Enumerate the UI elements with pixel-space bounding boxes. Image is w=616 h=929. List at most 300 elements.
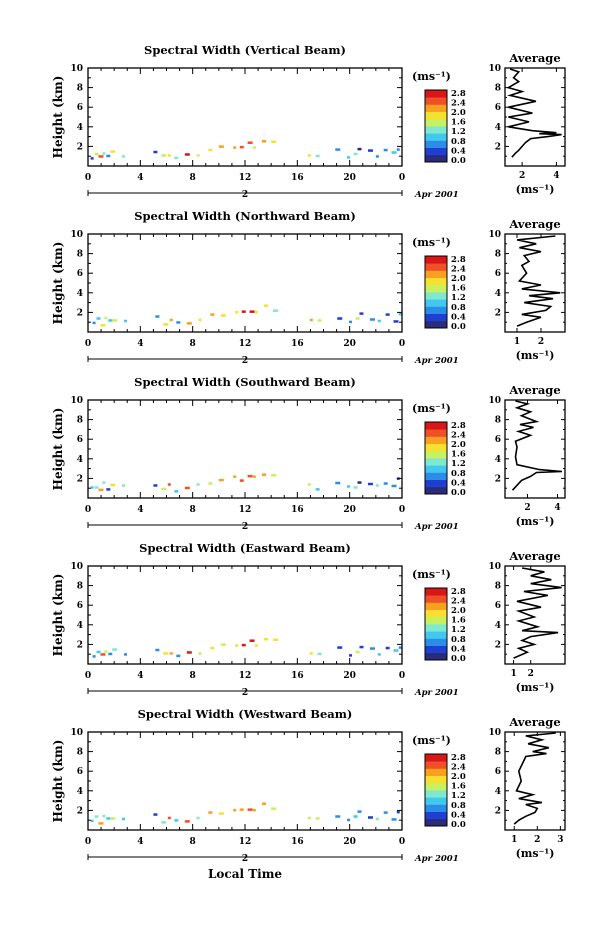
colorbar-swatch	[425, 451, 447, 459]
echo-cell	[384, 149, 388, 152]
echo-cell	[219, 812, 224, 815]
avg-unit: (ms⁻¹)	[515, 515, 555, 528]
echo-cell	[122, 818, 125, 821]
x-axis-label: Local Time	[207, 867, 283, 881]
echo-cell	[168, 154, 171, 157]
colorbar-label: 2.0	[451, 108, 466, 118]
x-tick-label: 4	[137, 339, 144, 349]
date-label: Apr 2001	[415, 854, 459, 864]
colorbar-swatch	[425, 472, 447, 480]
echo-cell	[242, 310, 246, 313]
echo-cell	[102, 481, 105, 484]
echo-cell	[208, 149, 212, 152]
avg-y-tick-label: 4	[494, 454, 501, 465]
echo-cell	[210, 647, 214, 650]
echo-cell	[397, 148, 400, 151]
echo-cell	[393, 320, 398, 323]
echo-cell	[308, 483, 311, 486]
avg-y-tick-label: 6	[494, 767, 501, 778]
echo-cell	[253, 809, 256, 812]
colorbar-label: 0.4	[451, 644, 466, 655]
echo-cell	[358, 148, 362, 151]
echo-cell	[170, 319, 173, 322]
colorbar-swatch	[425, 646, 447, 654]
echo-cell	[221, 314, 226, 317]
colorbar-label: 2.4	[451, 98, 466, 109]
colorbar-swatch	[425, 790, 447, 798]
echo-cell	[370, 318, 375, 321]
echo-cell	[378, 653, 381, 656]
avg-x-tick-label: 1	[513, 337, 521, 347]
y-tick-label: 6	[76, 269, 83, 280]
echo-cell	[174, 490, 178, 493]
x-tick-label: 8	[189, 671, 196, 681]
colorbar-swatch	[425, 588, 447, 596]
colorbar-swatch	[425, 761, 447, 769]
colorbar-swatch	[425, 422, 447, 430]
colorbar-label: 0.8	[451, 136, 466, 147]
echo-cell	[384, 482, 388, 485]
echo-cell	[335, 815, 340, 818]
echo-cell	[253, 475, 256, 478]
x-tick-label: 20	[343, 671, 356, 681]
y-tick-label: 8	[76, 415, 83, 426]
echo-cell	[255, 311, 258, 314]
avg-y-tick-label: 6	[494, 269, 501, 280]
echo-cell	[264, 305, 268, 308]
y-tick-label: 10	[70, 562, 83, 572]
avg-profile-line	[517, 236, 560, 326]
echo-cell	[393, 649, 398, 652]
colorbar-label: 1.6	[451, 283, 466, 294]
colorbar-unit: (ms⁻¹)	[412, 402, 451, 415]
x-tick-label: 0	[84, 505, 92, 515]
colorbar-label: 2.4	[451, 596, 466, 607]
x-tick-label: 0	[84, 837, 92, 847]
colorbar-label: 2.0	[451, 772, 466, 782]
colorbar-swatch	[425, 429, 447, 437]
echo-cell	[359, 646, 363, 649]
colorbar-swatch	[425, 638, 447, 646]
day-label: 2	[241, 688, 249, 698]
echo-cell	[335, 482, 340, 485]
date-label: Apr 2001	[415, 190, 459, 200]
x-tick-label: 12	[238, 505, 252, 515]
colorbar-label: 2.4	[451, 264, 466, 275]
colorbar-swatch	[425, 480, 447, 488]
colorbar-swatch	[425, 653, 447, 661]
echo-cell	[174, 819, 178, 822]
colorbar-swatch	[425, 299, 447, 307]
colorbar-label: 1.2	[451, 791, 466, 802]
avg-y-tick-label: 6	[494, 435, 501, 446]
colorbar-unit: (ms⁻¹)	[412, 70, 451, 83]
colorbar-label: 2.0	[451, 440, 466, 450]
avg-y-tick-label: 10	[488, 230, 501, 240]
avg-y-tick-label: 4	[494, 786, 501, 797]
echo-cell	[176, 655, 180, 658]
colorbar-unit: (ms⁻¹)	[412, 236, 451, 249]
panel-0	[51, 43, 565, 200]
colorbar-label: 0.0	[451, 156, 466, 166]
echo-cell	[337, 646, 342, 649]
echo-cell	[384, 811, 388, 814]
colorbar-swatch	[425, 617, 447, 625]
echo-cell	[112, 648, 117, 651]
echo-cell	[91, 486, 94, 489]
x-tick-label: 8	[189, 173, 196, 183]
echo-cell	[106, 155, 110, 158]
echo-cell	[197, 817, 200, 820]
echo-cell	[358, 481, 362, 484]
echo-cell	[170, 652, 173, 655]
echo-cell	[122, 484, 125, 487]
echo-cell	[219, 479, 224, 482]
x-tick-label: 0	[84, 671, 92, 681]
echo-cell	[349, 321, 352, 324]
echo-cell	[248, 141, 253, 144]
avg-y-tick-label: 4	[494, 620, 501, 631]
echo-cell	[104, 650, 107, 653]
x-tick-label: 16	[291, 671, 304, 681]
colorbar-swatch	[425, 321, 447, 329]
avg-x-tick-label: 2	[537, 337, 545, 347]
echo-cell	[98, 155, 103, 158]
avg-profile-line	[508, 69, 561, 157]
x-tick-label: 0	[398, 837, 406, 847]
panel-4	[51, 707, 565, 864]
colorbar-swatch	[425, 819, 447, 827]
echo-cell	[316, 817, 320, 820]
echo-cell	[185, 487, 190, 490]
echo-cell	[221, 643, 226, 646]
avg-y-tick-label: 2	[494, 474, 501, 485]
day-label: 2	[241, 190, 249, 200]
echo-cell	[235, 644, 238, 647]
echo-cell	[219, 145, 224, 148]
y-tick-label: 8	[76, 747, 83, 758]
echo-cell	[310, 319, 313, 322]
avg-x-tick-label: 2	[534, 835, 541, 845]
echo-cell	[163, 652, 168, 655]
echo-cell	[250, 310, 255, 313]
x-tick-label: 4	[137, 173, 144, 183]
colorbar-label: 0.8	[451, 800, 466, 811]
echo-cell	[376, 818, 379, 821]
main-plot-frame	[88, 234, 402, 332]
avg-y-tick-label: 4	[494, 288, 501, 299]
echo-cell	[316, 488, 320, 491]
x-tick-label: 8	[189, 837, 196, 847]
echo-cell	[233, 146, 236, 149]
colorbar-swatch	[425, 631, 447, 639]
echo-cell	[98, 489, 103, 492]
colorbar-swatch	[425, 436, 447, 444]
colorbar-label: 0.8	[451, 468, 466, 479]
avg-plot-frame	[505, 234, 565, 332]
colorbar-unit: (ms⁻¹)	[412, 568, 451, 581]
echo-cell	[208, 811, 212, 814]
avg-title: Average	[509, 383, 561, 397]
x-tick-label: 0	[398, 173, 406, 183]
echo-cell	[337, 317, 342, 320]
y-axis-label: Height (km)	[51, 75, 65, 159]
colorbar-label: 0.4	[451, 312, 466, 323]
echo-cell	[108, 319, 112, 322]
echo-cell	[106, 817, 110, 820]
echo-cell	[376, 155, 379, 158]
avg-x-tick-label: 2	[519, 171, 526, 181]
x-tick-label: 0	[398, 339, 406, 349]
colorbar-swatch	[425, 602, 447, 610]
avg-x-tick-label: 2	[524, 503, 531, 513]
colorbar-swatch	[425, 292, 447, 300]
echo-cell	[378, 320, 381, 323]
echo-cell	[248, 808, 253, 811]
colorbar-swatch	[425, 610, 447, 618]
echo-cell	[124, 653, 127, 656]
echo-cell	[102, 152, 105, 155]
echo-cell	[240, 479, 244, 482]
avg-plot-frame	[505, 566, 565, 664]
avg-title: Average	[509, 549, 561, 563]
echo-cell	[308, 817, 311, 820]
colorbar-label: 2.0	[451, 274, 466, 284]
colorbar-swatch	[425, 133, 447, 141]
avg-unit: (ms⁻¹)	[515, 183, 555, 196]
avg-profile-line	[514, 568, 562, 658]
avg-profile-line	[514, 733, 556, 824]
echo-cell	[95, 815, 99, 818]
x-tick-label: 0	[398, 505, 406, 515]
y-tick-label: 10	[70, 728, 83, 738]
colorbar-label: 1.2	[451, 293, 466, 304]
echo-cell	[354, 153, 358, 156]
echo-cell	[168, 483, 171, 486]
day-label: 2	[241, 356, 249, 366]
echo-cell	[104, 317, 107, 320]
avg-title: Average	[509, 715, 561, 729]
panel-title: Spectral Width (Southward Beam)	[134, 375, 356, 389]
panel-title: Spectral Width (Northward Beam)	[134, 209, 356, 223]
avg-y-tick-label: 6	[494, 103, 501, 114]
echo-cell	[161, 821, 166, 824]
echo-cell	[95, 486, 99, 489]
date-label: Apr 2001	[415, 522, 459, 532]
x-tick-label: 16	[291, 339, 304, 349]
colorbar-label: 1.6	[451, 615, 466, 626]
colorbar-swatch	[425, 270, 447, 278]
panel-1	[51, 209, 565, 366]
echo-cell	[197, 483, 200, 486]
echo-cell	[110, 817, 115, 820]
echo-cell	[347, 819, 350, 822]
colorbar-swatch	[425, 90, 447, 98]
echo-cell	[168, 817, 171, 820]
y-tick-label: 8	[76, 581, 83, 592]
x-tick-label: 4	[137, 837, 144, 847]
echo-cell	[248, 475, 253, 478]
echo-cell	[370, 647, 375, 650]
colorbar-swatch	[425, 465, 447, 473]
y-tick-label: 8	[76, 83, 83, 94]
panel-title: Spectral Width (Vertical Beam)	[144, 43, 346, 57]
echo-cell	[399, 313, 402, 316]
colorbar-label: 0.4	[451, 146, 466, 157]
avg-y-tick-label: 2	[494, 640, 501, 651]
avg-plot-frame	[505, 68, 565, 166]
avg-x-tick-label: 2	[527, 669, 534, 679]
y-tick-label: 6	[76, 435, 83, 446]
avg-y-tick-label: 10	[488, 396, 501, 406]
x-tick-label: 16	[291, 173, 304, 183]
echo-cell	[155, 649, 159, 652]
x-tick-label: 0	[84, 339, 92, 349]
colorbar-label: 0.0	[451, 654, 466, 664]
avg-unit: (ms⁻¹)	[515, 847, 555, 860]
colorbar-swatch	[425, 444, 447, 452]
echo-cell	[199, 652, 202, 655]
colorbar-label: 2.8	[451, 586, 466, 597]
echo-cell	[262, 803, 266, 806]
echo-cell	[187, 651, 192, 654]
colorbar-label: 2.8	[451, 88, 466, 99]
x-tick-label: 4	[137, 505, 144, 515]
echo-cell	[208, 482, 212, 485]
echo-cell	[386, 313, 390, 316]
colorbar-label: 2.8	[451, 420, 466, 431]
avg-x-tick-label: 1	[511, 835, 518, 845]
colorbar-swatch	[425, 812, 447, 820]
avg-y-tick-label: 8	[494, 747, 501, 758]
avg-y-tick-label: 10	[488, 64, 501, 74]
colorbar-label: 2.8	[451, 752, 466, 763]
echo-cell	[354, 815, 358, 818]
echo-cell	[210, 313, 214, 316]
colorbar-swatch	[425, 776, 447, 784]
avg-y-tick-label: 2	[494, 142, 501, 153]
echo-cell	[386, 647, 390, 650]
echo-cell	[262, 140, 266, 143]
panel-title: Spectral Width (Westward Beam)	[137, 707, 353, 721]
colorbar-swatch	[425, 768, 447, 776]
avg-x-tick-label: 4	[554, 503, 561, 513]
y-axis-label: Height (km)	[51, 407, 65, 491]
echo-cell	[264, 638, 268, 641]
x-tick-label: 20	[343, 505, 356, 515]
avg-y-tick-label: 8	[494, 249, 501, 260]
echo-cell	[235, 311, 238, 314]
colorbar-swatch	[425, 487, 447, 495]
x-tick-label: 12	[238, 173, 252, 183]
colorbar-label: 1.2	[451, 625, 466, 636]
echo-cell	[91, 820, 94, 823]
echo-cell	[110, 484, 115, 487]
echo-cell	[347, 485, 350, 488]
colorbar-swatch	[425, 754, 447, 762]
echo-cell	[153, 813, 157, 816]
y-tick-label: 2	[76, 640, 83, 651]
colorbar-swatch	[425, 140, 447, 148]
colorbar-swatch	[425, 119, 447, 127]
echo-cell	[399, 646, 402, 649]
colorbar-label: 0.0	[451, 488, 466, 498]
x-tick-label: 12	[238, 671, 252, 681]
echo-cell	[91, 157, 94, 160]
echo-cell	[308, 154, 311, 157]
echo-cell	[233, 475, 236, 478]
y-tick-label: 6	[76, 103, 83, 114]
avg-y-tick-label: 10	[488, 562, 501, 572]
echo-cell	[163, 323, 168, 326]
echo-cell	[356, 317, 360, 320]
echo-cell	[271, 474, 276, 477]
y-tick-label: 4	[76, 288, 83, 299]
echo-cell	[273, 309, 278, 312]
echo-cell	[187, 322, 192, 325]
y-tick-label: 6	[76, 767, 83, 778]
echo-cell	[100, 653, 105, 656]
echo-cell	[108, 653, 112, 656]
colorbar-label: 0.4	[451, 478, 466, 489]
echo-cell	[242, 644, 246, 647]
y-tick-label: 10	[70, 230, 83, 240]
echo-cell	[233, 809, 236, 812]
x-tick-label: 16	[291, 837, 304, 847]
y-tick-label: 4	[76, 786, 83, 797]
avg-title: Average	[509, 217, 561, 231]
colorbar-swatch	[425, 804, 447, 812]
avg-y-tick-label: 10	[488, 728, 501, 738]
colorbar-swatch	[425, 126, 447, 134]
echo-cell	[392, 151, 397, 154]
echo-cell	[392, 818, 397, 821]
colorbar-label: 2.0	[451, 606, 466, 616]
y-tick-label: 2	[76, 474, 83, 485]
avg-plot-frame	[505, 400, 565, 498]
y-tick-label: 10	[70, 64, 83, 74]
echo-cell	[273, 638, 278, 641]
colorbar-swatch	[425, 278, 447, 286]
echo-cell	[240, 146, 244, 149]
echo-cell	[318, 319, 322, 322]
echo-cell	[240, 808, 244, 811]
x-tick-label: 0	[398, 671, 406, 681]
colorbar-swatch	[425, 155, 447, 163]
echo-cell	[318, 653, 322, 656]
day-label: 2	[241, 854, 249, 864]
y-axis-label: Height (km)	[51, 739, 65, 823]
echo-cell	[106, 488, 110, 491]
colorbar-label: 1.2	[451, 459, 466, 470]
x-tick-label: 8	[189, 505, 196, 515]
echo-cell	[349, 654, 352, 657]
echo-cell	[110, 150, 115, 153]
avg-profile-line	[513, 401, 563, 490]
avg-y-tick-label: 8	[494, 415, 501, 426]
y-tick-label: 10	[70, 396, 83, 406]
panel-title: Spectral Width (Eastward Beam)	[139, 541, 351, 555]
y-tick-label: 4	[76, 620, 83, 631]
echo-cell	[124, 320, 127, 323]
y-tick-label: 4	[76, 122, 83, 133]
avg-y-tick-label: 2	[494, 806, 501, 817]
y-tick-label: 2	[76, 308, 83, 319]
y-axis-label: Height (km)	[51, 241, 65, 325]
avg-y-tick-label: 8	[494, 83, 501, 94]
echo-cell	[161, 154, 166, 157]
colorbar-swatch	[425, 148, 447, 156]
